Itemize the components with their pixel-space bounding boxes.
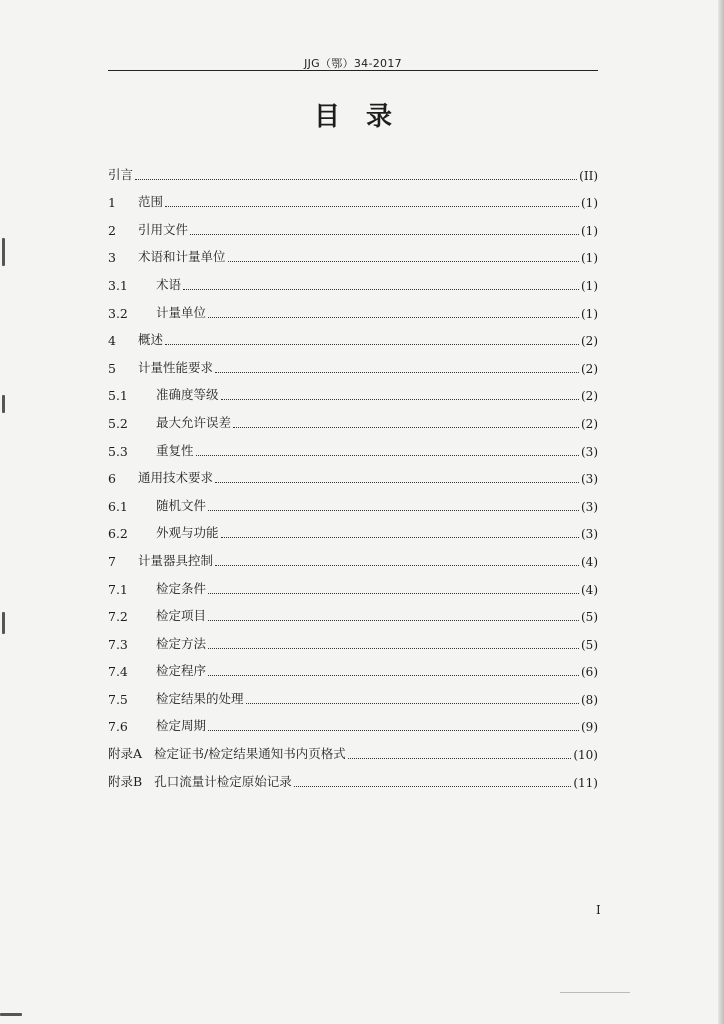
toc-number: 1 (108, 195, 116, 211)
toc-number: 6.1 (108, 498, 128, 514)
toc-leader (208, 606, 579, 621)
toc-label: 术语和计量单位 (138, 249, 226, 265)
toc-leader (348, 744, 572, 759)
toc-number: 5.1 (108, 388, 128, 404)
toc-page: (2) (581, 361, 598, 376)
toc-entry[interactable] (108, 734, 598, 762)
toc-number: 3.1 (108, 277, 128, 293)
toc-leader (246, 689, 579, 704)
toc-entry[interactable] (108, 541, 598, 569)
toc-page: (3) (581, 499, 598, 514)
toc-number: 7.2 (108, 609, 128, 625)
toc-number: 3 (108, 250, 116, 266)
toc-leader (221, 523, 579, 538)
toc-page: (2) (581, 334, 598, 349)
toc-page: (II) (579, 168, 598, 183)
toc-page: (8) (581, 692, 598, 707)
toc-label: 检定项目 (156, 608, 207, 624)
toc-label: 引言 (108, 166, 134, 182)
toc-page: (5) (581, 637, 598, 652)
toc-leader (228, 247, 579, 262)
toc-label: 重复性 (156, 442, 194, 458)
toc-number: 2 (108, 222, 116, 238)
toc-number: 7.3 (108, 636, 128, 652)
toc-page: (2) (581, 416, 598, 431)
toc-entry[interactable] (108, 707, 598, 735)
toc-entry[interactable] (108, 597, 598, 625)
toc-label: 范围 (138, 194, 164, 210)
table-of-contents (108, 155, 598, 790)
toc-number: 5.3 (108, 443, 128, 459)
toc-leader (208, 579, 579, 594)
toc-page: (4) (581, 554, 598, 569)
toc-label: 检定方法 (156, 635, 207, 651)
toc-entry[interactable] (108, 238, 598, 266)
toc-entry[interactable] (108, 652, 598, 680)
toc-leader (215, 358, 579, 373)
toc-number: 7 (108, 553, 116, 569)
toc-label: 检定证书/检定结果通知书内页格式 (154, 746, 346, 762)
toc-label: 检定程序 (156, 663, 207, 679)
toc-number: 5.2 (108, 415, 128, 431)
toc-label: 计量性能要求 (138, 359, 214, 375)
toc-page: (11) (573, 775, 598, 790)
toc-entry[interactable] (108, 376, 598, 404)
toc-label: 通用技术要求 (138, 470, 214, 486)
toc-entry[interactable] (108, 321, 598, 349)
toc-page: (4) (581, 582, 598, 597)
toc-entry[interactable] (108, 155, 598, 183)
toc-page: (2) (581, 389, 598, 404)
toc-leader (196, 441, 579, 456)
toc-label: 检定结果的处理 (156, 690, 244, 706)
toc-page: (1) (581, 278, 598, 293)
toc-page: (1) (581, 223, 598, 238)
toc-label: 孔口流量计检定原始记录 (154, 773, 292, 789)
toc-number: 7.5 (108, 691, 128, 707)
toc-entry[interactable] (108, 624, 598, 652)
toc-number: 3.2 (108, 305, 128, 321)
toc-leader (208, 303, 579, 318)
toc-leader (183, 275, 579, 290)
toc-leader (190, 220, 579, 235)
toc-label: 准确度等级 (156, 387, 219, 403)
toc-entry[interactable] (108, 403, 598, 431)
scan-mark (2, 612, 5, 634)
toc-leader (208, 634, 579, 649)
toc-page: (1) (581, 196, 598, 211)
toc-label: 术语 (156, 276, 182, 292)
toc-entry[interactable] (108, 265, 598, 293)
toc-page: (3) (581, 527, 598, 542)
toc-leader (208, 661, 579, 676)
toc-page: (6) (581, 665, 598, 680)
toc-label: 引用文件 (138, 221, 189, 237)
toc-entry[interactable] (108, 762, 598, 790)
toc-page: (3) (581, 444, 598, 459)
toc-label: 计量单位 (156, 304, 207, 320)
running-header: JJG（鄂）34-2017 (304, 57, 402, 70)
toc-label: 最大允许误差 (156, 414, 232, 430)
toc-entry[interactable] (108, 679, 598, 707)
toc-number: 7.1 (108, 581, 128, 597)
toc-leader (215, 468, 579, 483)
toc-label: 计量器具控制 (138, 552, 214, 568)
toc-number: 6 (108, 471, 116, 487)
toc-label: 检定条件 (156, 580, 207, 596)
toc-entry[interactable] (108, 459, 598, 487)
scan-mark (2, 238, 5, 266)
toc-number: 7.6 (108, 719, 128, 735)
header-rule (108, 70, 598, 71)
toc-label: 随机文件 (156, 497, 207, 513)
toc-number: 4 (108, 333, 116, 349)
toc-leader (208, 716, 579, 731)
toc-label: 概述 (138, 332, 164, 348)
toc-entry[interactable] (108, 183, 598, 211)
toc-page: (5) (581, 610, 598, 625)
toc-page: (1) (581, 306, 598, 321)
toc-entry[interactable] (108, 348, 598, 376)
toc-leader (233, 413, 579, 428)
toc-leader (135, 165, 577, 180)
toc-label: 外观与功能 (156, 525, 219, 541)
toc-leader (294, 772, 572, 787)
toc-number: 5 (108, 360, 116, 376)
page-number: I (596, 903, 601, 917)
scan-mark (0, 1013, 22, 1016)
toc-label: 检定周期 (156, 718, 207, 734)
toc-leader (165, 330, 579, 345)
toc-entry[interactable] (108, 431, 598, 459)
page-edge (718, 0, 724, 1024)
toc-number: 附录B (108, 773, 143, 789)
toc-leader (215, 551, 579, 566)
toc-leader (165, 192, 579, 207)
toc-number: 附录A (108, 746, 143, 762)
toc-leader (221, 385, 579, 400)
toc-number: 7.4 (108, 664, 128, 680)
toc-entry[interactable] (108, 486, 598, 514)
toc-entry[interactable] (108, 210, 598, 238)
toc-page: (10) (573, 748, 598, 763)
toc-number: 6.2 (108, 526, 128, 542)
page-title: 目录 (313, 102, 418, 132)
toc-page: (1) (581, 251, 598, 266)
toc-entry[interactable] (108, 569, 598, 597)
toc-page: (9) (581, 720, 598, 735)
scan-mark (2, 395, 5, 413)
toc-entry[interactable] (108, 514, 598, 542)
scan-smudge (560, 992, 630, 993)
toc-leader (208, 496, 579, 511)
toc-page: (3) (581, 472, 598, 487)
toc-entry[interactable] (108, 293, 598, 321)
